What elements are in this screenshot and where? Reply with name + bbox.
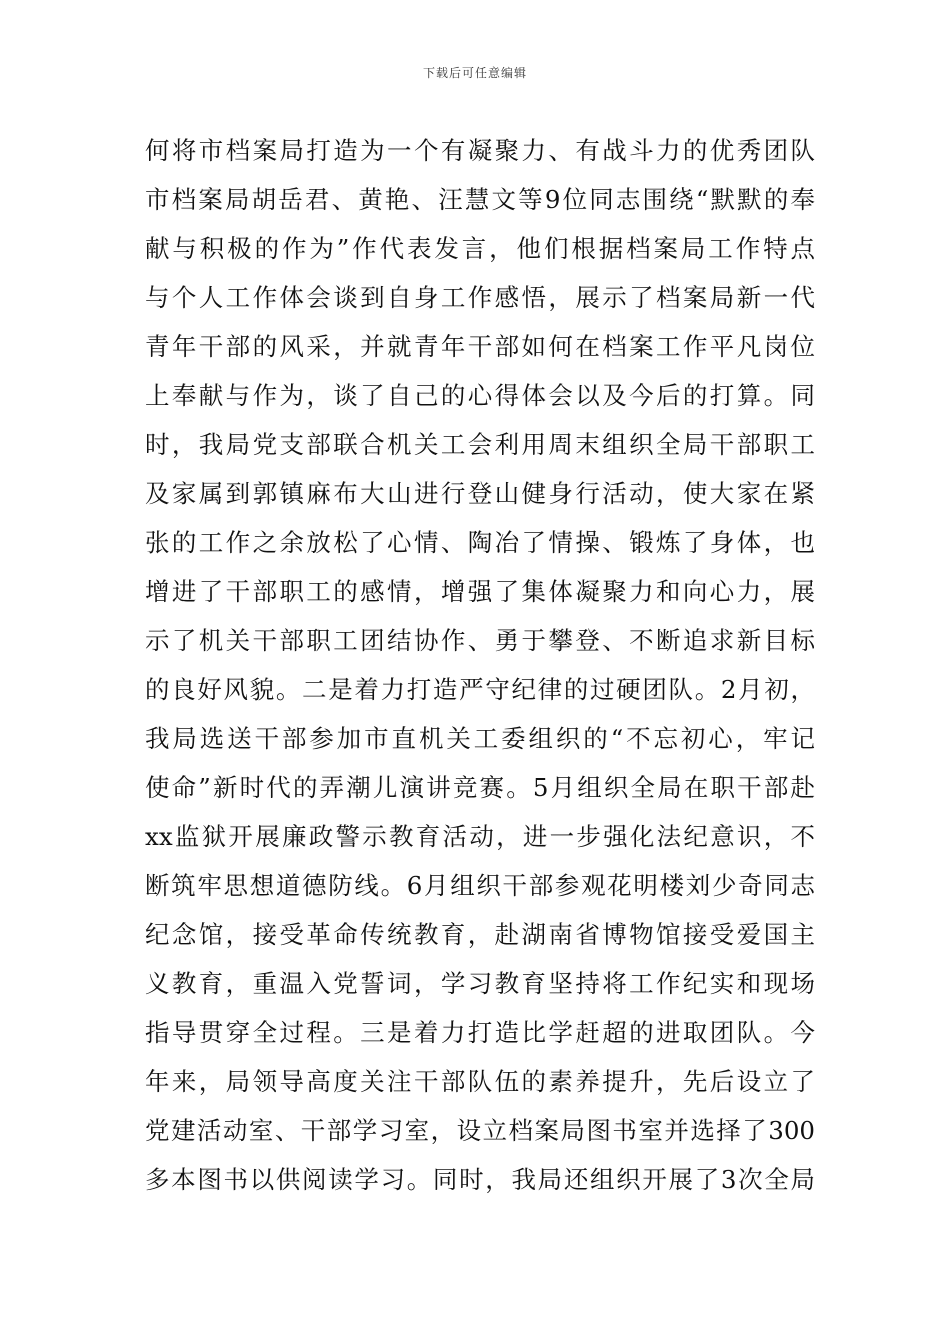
text-line: 断筑牢思想道德防线。6月组织干部参观花明楼刘少奇同志 (145, 871, 815, 900)
text-line: 党建活动室、干部学习室，设立档案局图书室并选择了300 (145, 1116, 815, 1145)
text-line: 青年干部的风采，并就青年干部如何在档案工作平凡岗位 (145, 332, 815, 361)
text-line: 上奉献与作为，谈了自己的心得体会以及今后的打算。同 (145, 381, 815, 410)
text-line: 及家属到郭镇麻布大山进行登山健身行活动，使大家在紧 (145, 479, 815, 508)
text-line: 指导贯穿全过程。三是着力打造比学赶超的进取团队。今 (145, 1018, 815, 1047)
body-paragraph (145, 126, 815, 1204)
text-line: 多本图书以供阅读学习。同时，我局还组织开展了3次全局 (145, 1165, 815, 1194)
text-line: 增进了干部职工的感情，增强了集体凝聚力和向心力，展 (145, 577, 815, 606)
text-line: 我局选送干部参加市直机关工委组织的“不忘初心，牢记 (145, 724, 815, 753)
text-line: 纪念馆，接受革命传统教育，赴湖南省博物馆接受爱国主 (145, 920, 815, 949)
text-line: 的良好风貌。二是着力打造严守纪律的过硬团队。2月初， (145, 675, 815, 704)
text-line: 何将市档案局打造为一个有凝聚力、有战斗力的优秀团队 (145, 136, 815, 165)
text-line: 使命”新时代的弄潮儿演讲竞赛。5月组织全局在职干部赴 (145, 773, 815, 802)
text-line: 张的工作之余放松了心情、陶冶了情操、锻炼了身体，也 (145, 528, 815, 557)
text-line: 义教育，重温入党誓词，学习教育坚持将工作纪实和现场 (145, 969, 815, 998)
text-line: xx监狱开展廉政警示教育活动，进一步强化法纪意识，不 (145, 822, 815, 851)
text-line: 与个人工作体会谈到自身工作感悟，展示了档案局新一代 (145, 283, 815, 312)
text-line: 时，我局党支部联合机关工会利用周末组织全局干部职工 (145, 430, 815, 459)
text-line: 年来，局领导高度关注干部队伍的素养提升，先后设立了 (145, 1067, 815, 1096)
text-line: 市档案局胡岳君、黄艳、汪慧文等9位同志围绕“默默的奉 (145, 185, 815, 214)
page-header: 下载后可任意编辑 (422, 66, 527, 80)
text-line: 示了机关干部职工团结协作、勇于攀登、不断追求新目标 (145, 626, 815, 655)
text-line: 献与积极的作为”作代表发言，他们根据档案局工作特点 (145, 234, 815, 263)
